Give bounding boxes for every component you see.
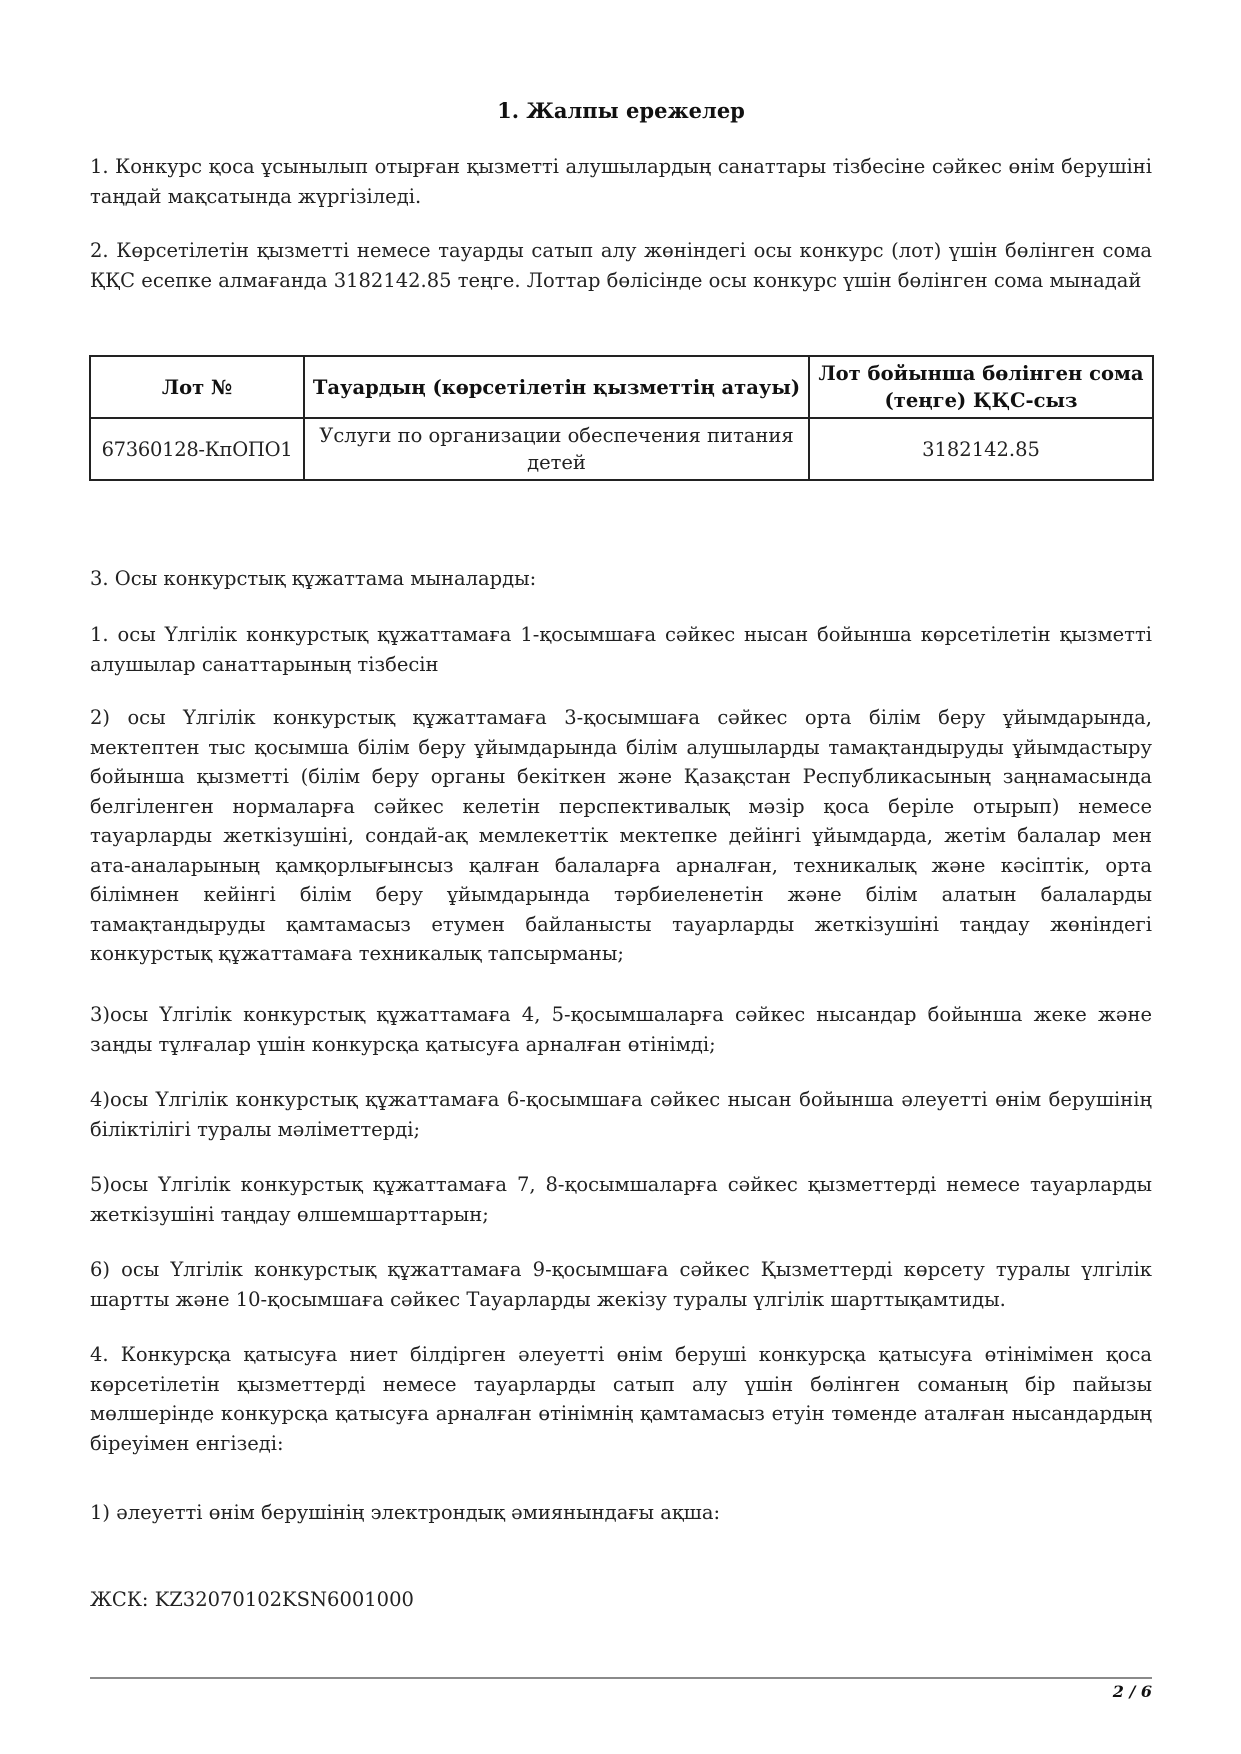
account-number: ЖСК: KZ32070102KSN6001000: [90, 1588, 414, 1611]
cell-item-name: Услуги по организации обеспечения питания детей: [304, 418, 809, 480]
section-4-paragraph: 4. Конкурсқа қатысуға ниет білдірген әлеуетті өнім беруші конкурсқа қатысуға өтінімімен қоса көрсетілетін қызметтерді немесе тауарларды сатып алу үшін бөлінген соманың бір пайызы мөлшерінде конкурсқа қатысуға арналған өтінімнің қамтамасыз етуін төменде аталған нысандардың біреуімен енгізеді:: [90, 1343, 1152, 1455]
lot-table: [89, 355, 1154, 481]
section-3-item-4: 4)осы Үлгілік конкурстық құжаттамаға 6-қосымшаға сәйкес нысан бойынша әлеуетті өнім берушінің біліктілігі туралы мәліметтерді;: [90, 1088, 1152, 1141]
cell-amount: 3182142.85: [809, 418, 1153, 480]
table-row: [90, 418, 1153, 480]
footer-divider: [90, 1677, 1152, 1679]
section-title: 1. Жалпы ережелер: [497, 98, 745, 123]
section-4-item-1: 1) әлеуетті өнім берушінің электрондық әмиянындағы ақша:: [90, 1501, 721, 1524]
section-3-item-2: 2) осы Үлгілік конкурстық құжаттамаға 3-қосымшаға сәйкес орта білім беру ұйымдарында, мектептен тыс қосымша білім беру ұйымдарында білім алушыларды тамақтандыруды ұйымдастыру бойынша қызметті (білім беру органы бекіткен және Қазақстан Республикасының заңнамасында белгіленген нормаларға сәйкес келетін перспективалық мәзір қоса беріле отырып) немесе тауарларды жеткізушіні, сондай-ақ мемлекеттік мектепке дейінгі ұйымдарда, жетім балалар мен ата-аналарының қамқорлығынсыз қалған балаларға арналған, техникалық және кәсіптік, орта білімнен кейінгі білім беру ұйымдарында тәрбиеленетін және білім алатын балаларды тамақтандыруды қамтамасыз етумен байланысты тауарларды жеткізушіні таңдау жөніндегі конкурстық құжаттамаға техникалық тапсырманы;: [90, 706, 1152, 965]
cell-lot-number: 67360128-КпОПО1: [90, 418, 304, 480]
section-3-item-1: 1. осы Үлгілік конкурстық құжаттамаға 1-қосымшаға сәйкес нысан бойынша көрсетілетін қызметті алушылар санаттарының тізбесін: [90, 623, 1152, 676]
header-item-name: Тауардың (көрсетілетін қызметтің атауы): [304, 356, 809, 418]
header-lot-number: Лот №: [90, 356, 304, 418]
section-3-intro: 3. Осы конкурстық құжаттама мыналарды:: [90, 567, 537, 590]
paragraph-2: 2. Көрсетілетін қызметті немесе тауарды сатып алу жөніндегі осы конкурс (лот) үшін бөлінген сома ҚҚС есепке алмағанда 3182142.85 теңге. Лоттар бөлісінде осы конкурс үшін бөлінген сома мынадай: [90, 239, 1152, 292]
lot-table-header-row: [90, 356, 1153, 418]
page-number: 2 / 6: [1112, 1682, 1152, 1701]
paragraph-1: 1. Конкурс қоса ұсынылып отырған қызметті алушылардың санаттары тізбесіне сәйкес өнім берушіні таңдай мақсатында жүргізіледі.: [90, 155, 1152, 208]
header-amount: Лот бойынша бөлінген сома (теңге) ҚҚС-сыз: [809, 356, 1153, 418]
section-3-item-3: 3)осы Үлгілік конкурстық құжаттамаға 4, 5-қосымшаларға сәйкес нысандар бойынша жеке және заңды тұлғалар үшін конкурсқа қатысуға арналған өтінімді;: [90, 1003, 1152, 1056]
section-3-item-6: 6) осы Үлгілік конкурстық құжаттамаға 9-қосымшаға сәйкес Қызметтерді көрсету туралы үлгілік шартты және 10-қосымшаға сәйкес Тауарларды жекізу туралы үлгілік шарттықамтиды.: [90, 1258, 1152, 1311]
section-3-item-5: 5)осы Үлгілік конкурстық құжаттамаға 7, 8-қосымшаларға сәйкес қызметтерді немесе тауарларды жеткізушіні таңдау өлшемшарттарын;: [90, 1173, 1152, 1226]
